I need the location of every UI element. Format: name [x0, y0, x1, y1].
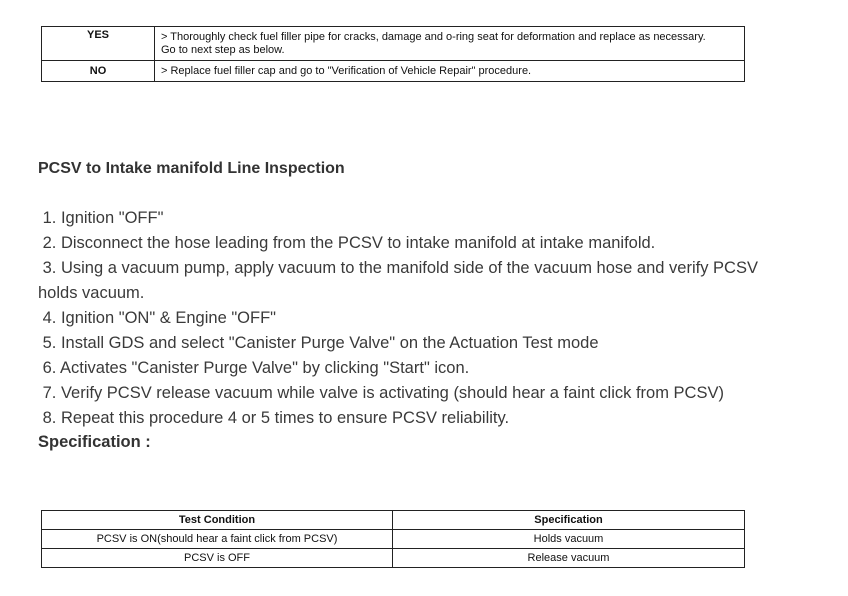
section-title: PCSV to Intake manifold Line Inspection	[38, 160, 345, 177]
step-4-text: 4. Ignition "ON" & Engine "OFF"	[42, 309, 277, 327]
step-6-text: 6. Activates "Canister Purge Valve" by clicking "Start" icon.	[42, 359, 470, 377]
specification-label: Specification :	[38, 433, 151, 451]
step-8	[38, 406, 818, 431]
decision-table	[41, 26, 745, 82]
decision-text-yes-line2: Go to next step as below.	[161, 43, 285, 56]
decision-row-no	[42, 61, 745, 82]
step-3	[38, 256, 818, 281]
spec-header-row	[42, 511, 745, 530]
spec-header-specification: Specification	[393, 511, 745, 530]
decision-text-yes	[155, 27, 745, 61]
procedure-steps	[38, 206, 818, 431]
decision-label-no: NO	[42, 61, 155, 82]
step-1-text: 1. Ignition "OFF"	[42, 209, 164, 227]
step-4	[38, 306, 818, 331]
step-6	[38, 356, 818, 381]
step-2	[38, 231, 818, 256]
spec-cell-specification: Holds vacuum	[393, 530, 745, 549]
spec-cell-condition: PCSV is OFF	[42, 549, 393, 568]
decision-text-no-line1: > Replace fuel filler cap and go to "Verification of Vehicle Repair" procedure.	[161, 64, 532, 77]
decision-text-no	[155, 61, 745, 82]
step-5-text: 5. Install GDS and select "Canister Purge Valve" on the Actuation Test mode	[42, 334, 599, 352]
step-2-text: 2. Disconnect the hose leading from the PCSV to intake manifold at intake manifold.	[42, 234, 656, 252]
step-5	[38, 331, 818, 356]
step-1	[38, 206, 818, 231]
decision-row-yes	[42, 27, 745, 61]
spec-row	[42, 530, 745, 549]
spec-cell-specification: Release vacuum	[393, 549, 745, 568]
step-3-continuation: holds vacuum.	[38, 284, 145, 302]
specification-table	[41, 510, 745, 568]
spec-cell-condition: PCSV is ON(should hear a faint click from PCSV)	[42, 530, 393, 549]
decision-text-yes-line1: > Thoroughly check fuel filler pipe for cracks, damage and o-ring seat for deformation and replace as necessary.	[161, 30, 706, 43]
step-7	[38, 381, 818, 406]
step-7-text: 7. Verify PCSV release vacuum while valve is activating (should hear a faint click from PCSV)	[42, 384, 724, 402]
spec-header-condition: Test Condition	[42, 511, 393, 530]
decision-label-yes: YES	[42, 27, 155, 61]
step-8-text: 8. Repeat this procedure 4 or 5 times to ensure PCSV reliability.	[42, 409, 510, 427]
step-3-text: 3. Using a vacuum pump, apply vacuum to the manifold side of the vacuum hose and verify PCSV	[42, 259, 758, 277]
spec-row	[42, 549, 745, 568]
